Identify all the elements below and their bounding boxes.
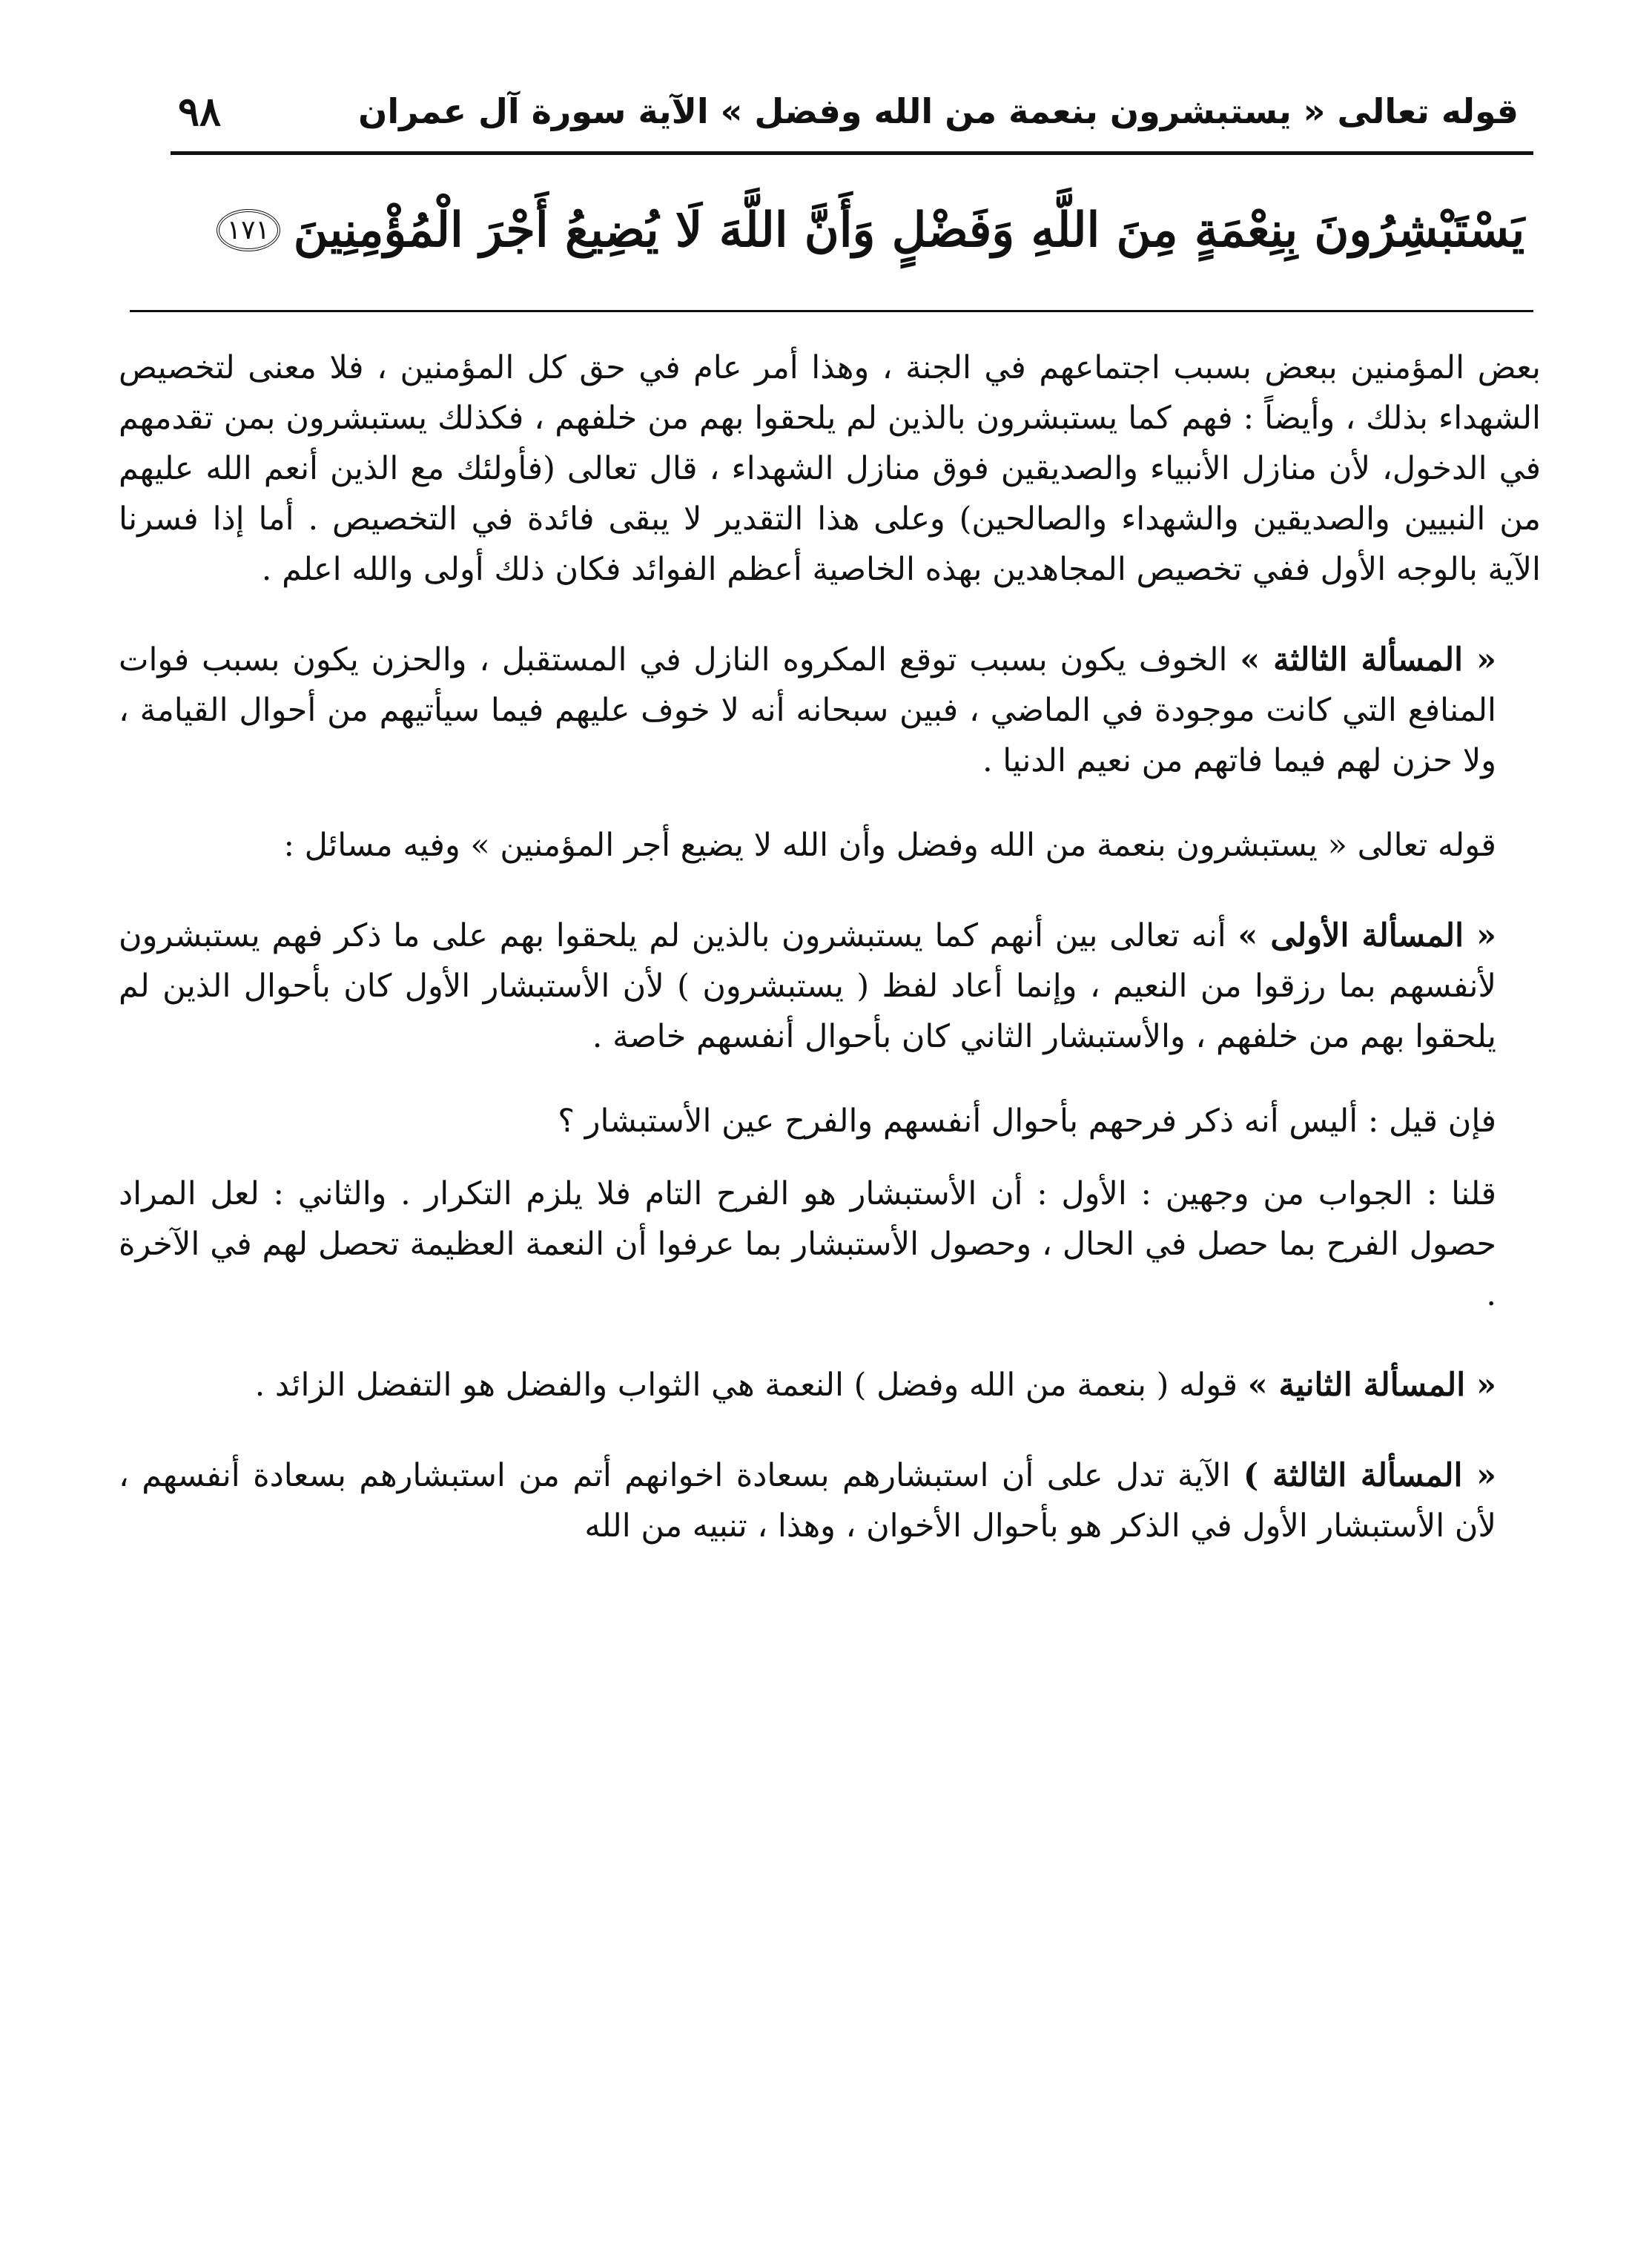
- paragraph: [119, 343, 1541, 595]
- paragraph: [119, 820, 1541, 871]
- paragraph-text: قوله ( بنعمة من الله وفضل ) النعمة هي الثواب والفضل هو التفضل الزائد .: [254, 1367, 1238, 1404]
- running-title: قوله تعالى « يستبشرون بنعمة من الله وفضل » الآية سورة آل عمران: [358, 91, 1519, 131]
- page-header: [178, 74, 1519, 148]
- commentary-body: [119, 343, 1541, 1551]
- issue-label: « المسألة الثالثة ): [1243, 1457, 1496, 1494]
- paragraph: [119, 635, 1541, 786]
- paragraph: [119, 1169, 1541, 1320]
- paragraph-text: فإن قيل : أليس أنه ذكر فرحهم بأحوال أنفسهم والفرح عين الأستبشار ؟: [558, 1103, 1496, 1140]
- paragraph-text: أنه تعالى بين أنهم كما يستبشرون بالذين لم يلحقوا بهم على ما ذكر فهم يستبشرون لأنفسهم بما رزقوا من النعيم ، وإنما أعاد لفظ ( يستبشرون ) لأن الأستبشار الأول كان بأحوال الذين لم يلحقوا بهم من خلفهم ، والأستبشار الثاني كان بأحوال أنفسهم خاصة .: [119, 917, 1496, 1055]
- issue-label: « المسألة الثالثة »: [1240, 641, 1496, 678]
- issue-label: « المسألة الأولى »: [1238, 917, 1496, 954]
- paragraph: [119, 911, 1541, 1062]
- verse-number-marker: ١٧١: [217, 209, 280, 251]
- paragraph-text: قلنا : الجواب من وجهين : الأول : أن الأستبشار هو الفرح التام فلا يلزم التكرار . والثاني : لعل المراد حصول الفرح بما حصل في الحال ، وحصول الأستبشار بما عرفوا أن النعمة العظيمة تحصل لهم في الآخرة .: [119, 1175, 1496, 1313]
- issue-label: « المسألة الثانية »: [1247, 1367, 1496, 1404]
- page-number: ٩٨: [178, 87, 222, 135]
- paragraph: [119, 1096, 1541, 1146]
- verse-rule: [130, 310, 1533, 312]
- verse-text: يَسْتَبْشِرُونَ بِنِعْمَةٍ مِنَ اللَّهِ وَفَضْلٍ وَأَنَّ اللَّهَ لَا يُضِيعُ أَجْرَ الْمُؤْمِنِينَ: [293, 202, 1525, 258]
- paragraph-text: قوله تعالى « يستبشرون بنعمة من الله وفضل وأن الله لا يضيع أجر المؤمنين » وفيه مسائل :: [283, 827, 1496, 864]
- paragraph-text: الآية تدل على أن استبشارهم بسعادة اخوانهم أتم من استبشارهم بسعادة أنفسهم ، لأن الأستبشار الأول في الذكر هو بأحوال الأخوان ، وهذا ، تنبيه من الله: [119, 1457, 1496, 1545]
- paragraph-text: بعض المؤمنين ببعض بسبب اجتماعهم في الجنة ، وهذا أمر عام في حق كل المؤمنين ، فلا معنى لتخصيص الشهداء بذلك ، وأيضاً : فهم كما يستبشرون بالذين لم يلحقوا بهم من خلفهم ، فكذلك يستبشرون بمن تقدمهم في الدخول، لأن منازل الأنبياء والصديقين فوق منازل الشهداء ، قال تعالى (فأولئك مع الذين أنعم الله عليهم من النبيين والصديقين والشهداء والصالحين) وعلى هذا التقدير لا يبقى فائدة في التخصيص . أما إذا فسرنا الآية بالوجه الأول ففي تخصيص المجاهدين بهذه الخاصية أعظم الفوائد فكان ذلك أولى والله اعلم .: [119, 349, 1541, 588]
- header-rule: [171, 151, 1533, 155]
- paragraph: [119, 1450, 1541, 1551]
- paragraph: [119, 1360, 1541, 1410]
- paragraph-text: الخوف يكون بسبب توقع المكروه النازل في المستقبل ، والحزن يكون بسبب فوات المنافع التي كانت موجودة في الماضي ، فبين سبحانه أنه لا خوف عليهم فيما سيأتيهم من أحوال القيامة ، ولا حزن لهم فيما فاتهم من نعيم الدنيا .: [119, 641, 1496, 779]
- quran-verse: [222, 174, 1525, 285]
